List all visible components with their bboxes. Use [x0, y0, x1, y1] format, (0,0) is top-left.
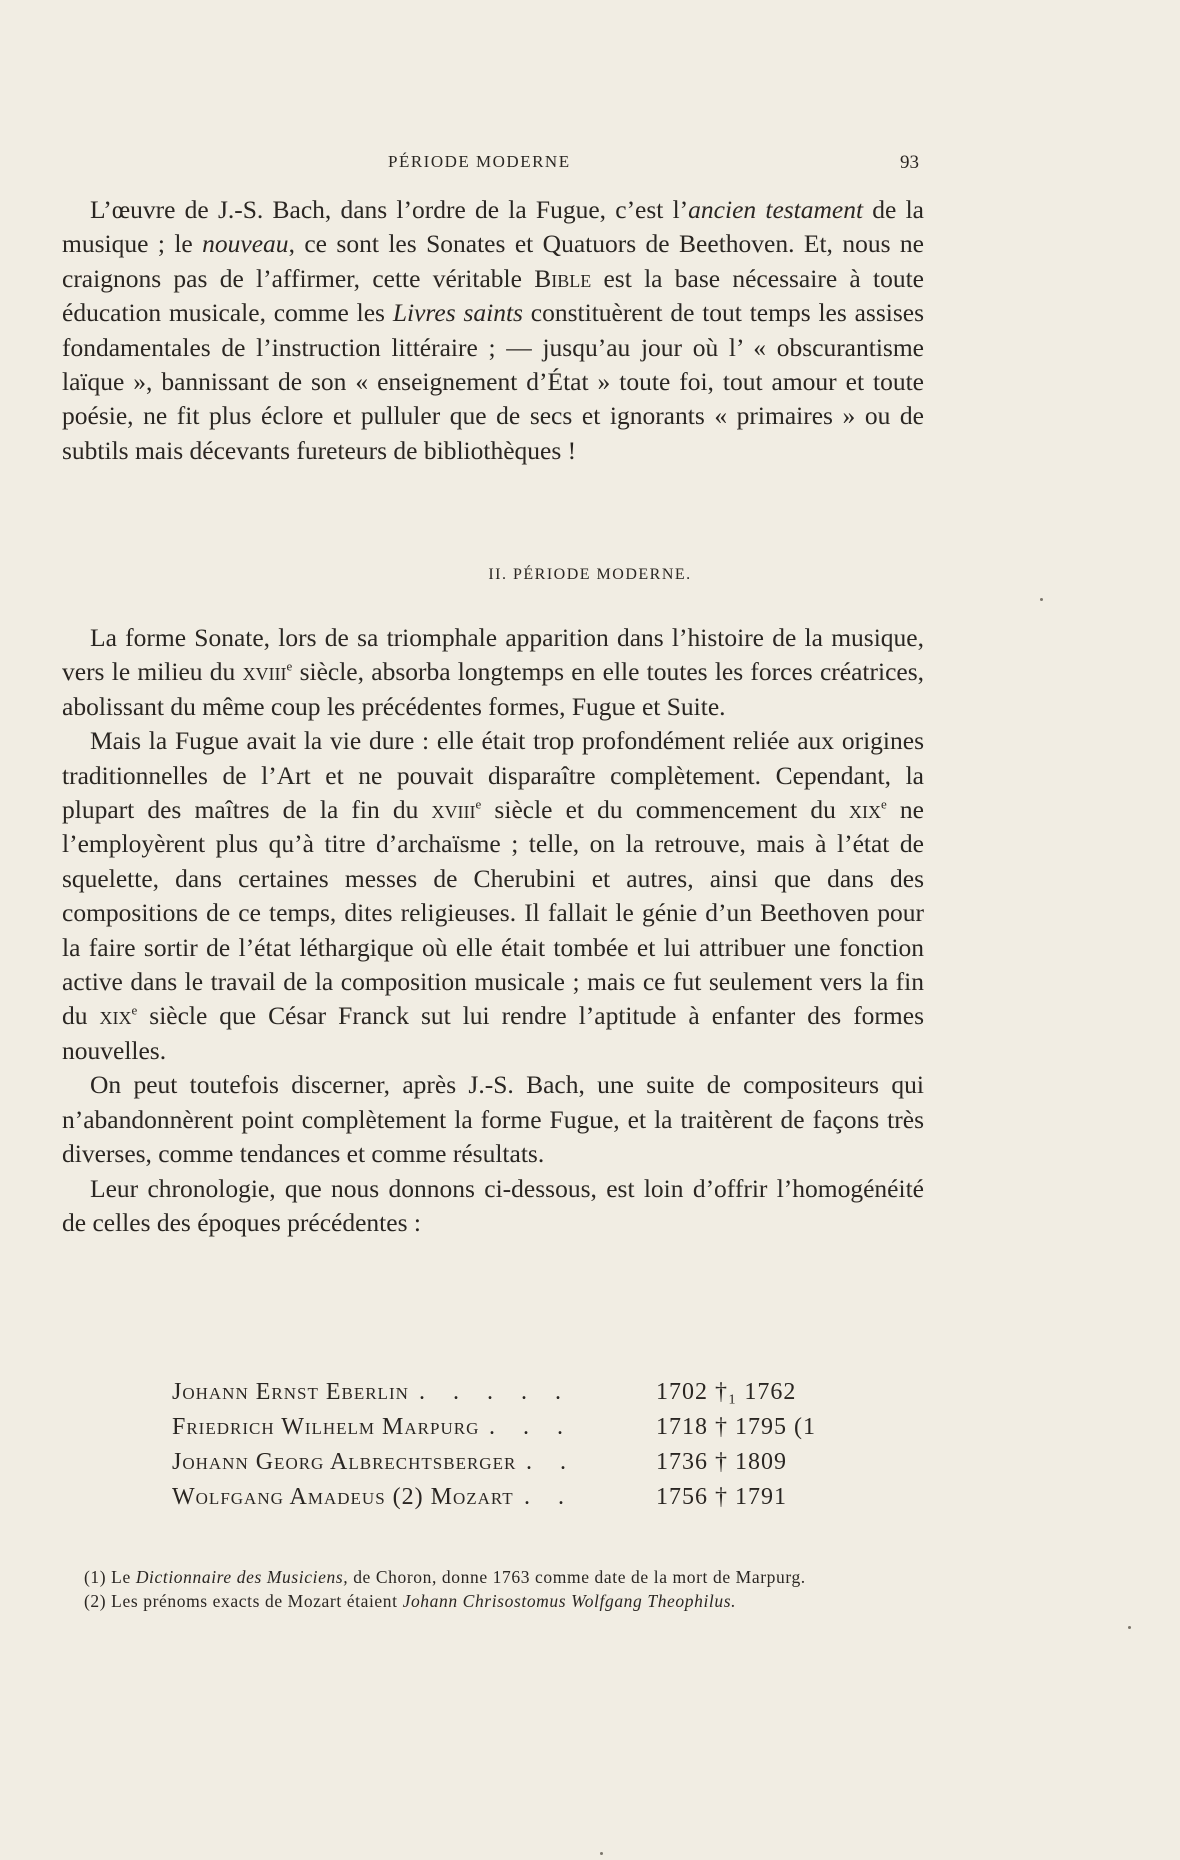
composer-name: Wolfgang Amadeus (2) Mozart [172, 1484, 514, 1510]
text-run: constituèrent de tout temps les assises fondamentales de l’instruction littéraire ; — jusqu’au jour où l’ « obscurantisme laïque », bannissant de son « enseignement d’État » toute foi, tout amour et toute poésie, ne fit plus éclore et pulluler que de secs et ignorants « primaires » ou de subtils mais décevants fureteurs de bibliothèques ! [62, 298, 925, 465]
leader-dots: . . [526, 1449, 577, 1475]
paragraph [62, 193, 924, 468]
text-run: (2) Les prénoms exacts de Mozart étaient [84, 1591, 403, 1611]
text-run: siècle, absorba longtemps en elle toutes les forces créatrices, abolissant du même coup les précédentes formes, Fugue et Suite. [62, 657, 925, 721]
footnotes [66, 1565, 928, 1613]
superscript: e [881, 796, 887, 812]
composer-name: Johann Georg Albrechtsberger [172, 1449, 517, 1475]
text-run: de la musique ; le [62, 195, 924, 259]
composer-row [172, 1445, 872, 1480]
footnote [66, 1589, 928, 1613]
paragraph [62, 724, 924, 1068]
composer-dates: 1756 † 1791 [656, 1484, 787, 1510]
section-b-text [62, 621, 924, 1240]
text-run: est la base nécessaire à toute éducation musicale, comme les [62, 263, 924, 328]
text-run: siècle que César Franck sut lui rendre l’aptitude à enfanter des formes nouvelles. [62, 1001, 924, 1065]
small-caps-run: xviii [242, 657, 287, 687]
italic-run: Dictionnaire des Musiciens, [135, 1567, 349, 1587]
text-run: , ce sont les Sonates et Quatuors de Beethoven. Et, nous ne craignons pas de l’affirmer, cette véritable [62, 229, 925, 293]
paragraph: On peut toutefois discerner, après J.-S. Bach, une suite de compositeurs qui n’abandonnèrent point complètement la forme Fugue, et la traitèrent de façons très diverses, comme tendances et comme résultats. [62, 1070, 924, 1169]
paragraph [62, 621, 924, 724]
small-caps-run: Bible [534, 263, 592, 293]
small-caps-run: xix [99, 1001, 132, 1031]
text-run: siècle et du commencement du [481, 795, 849, 825]
superscript: e [475, 796, 482, 812]
section-heading: II. PÉRIODE MODERNE. [488, 566, 692, 583]
paper-speck [600, 1852, 603, 1855]
italic-run: Johann Chrisostomus Wolfgang Theophilus. [402, 1591, 737, 1611]
leader-dots: . . . [489, 1414, 574, 1440]
running-title: PÉRIODE MODERNE [388, 152, 571, 171]
superscript: e [131, 1002, 138, 1018]
composer-row [172, 1375, 872, 1410]
composer-dates: 1702 †₁ 1762 [656, 1379, 797, 1405]
paper-speck [1040, 598, 1043, 601]
composer-row [172, 1410, 872, 1445]
text-run: L’œuvre de J.-S. Bach, dans l’ordre de la Fugue, c’est l’ [90, 195, 689, 224]
running-head [0, 152, 1180, 182]
paragraph: Leur chronologie, que nous donnons ci-dessous, est loin d’offrir l’homogénéité de celles des époques précédentes : [62, 1173, 924, 1237]
text-run: La forme Sonate, lors de sa triomphale apparition dans l’histoire de la musique, vers le milieu du [62, 623, 924, 687]
composer-row [172, 1480, 872, 1515]
footnote [66, 1565, 928, 1589]
text-run: ne l’employèrent plus qu’à titre d’archaïsme ; telle, on la retrouve, mais à l’état de squelette, dans certaines messes de Cherubini et autres, ainsi que dans des compositions de ce temps, dites religieuses. Il fallait le génie d’un Beethoven pour la faire sortir de l’état léthargique où elle était tombée et lui attribuer une fonction active dans le travail de la composition musicale ; mais ce fut seulement vers la fin du [62, 795, 924, 1031]
paper-speck [1128, 1626, 1131, 1629]
italic-run: nouveau [202, 229, 289, 259]
text-run: (1) Le [84, 1567, 136, 1587]
section-a-text [62, 193, 924, 468]
text-run: de Choron, donne 1763 comme date de la mort de Marpurg. [348, 1567, 806, 1587]
composer-dates: 1718 † 1795 (1 [656, 1414, 816, 1440]
leader-dots: . . . . . [419, 1379, 572, 1405]
small-caps-run: xix [849, 795, 881, 825]
superscript: e [286, 658, 293, 674]
page-number: 93 [900, 152, 919, 173]
small-caps-run: xviii [431, 795, 476, 825]
composer-list [172, 1375, 872, 1515]
italic-run: Livres saints [392, 298, 523, 328]
composer-name: Johann Ernst Eberlin [172, 1379, 409, 1405]
leader-dots: . . [524, 1484, 575, 1510]
text-run: Mais la Fugue avait la vie dure : elle était trop profondément reliée aux origines traditionnelles de l’Art et ne pouvait disparaître complètement. Cependant, la plupart des maîtres de la fin du [62, 726, 924, 825]
composer-name: Friedrich Wilhelm Marpurg [172, 1414, 480, 1440]
composer-dates: 1736 † 1809 [656, 1449, 787, 1475]
italic-run: ancien testament [688, 195, 864, 224]
